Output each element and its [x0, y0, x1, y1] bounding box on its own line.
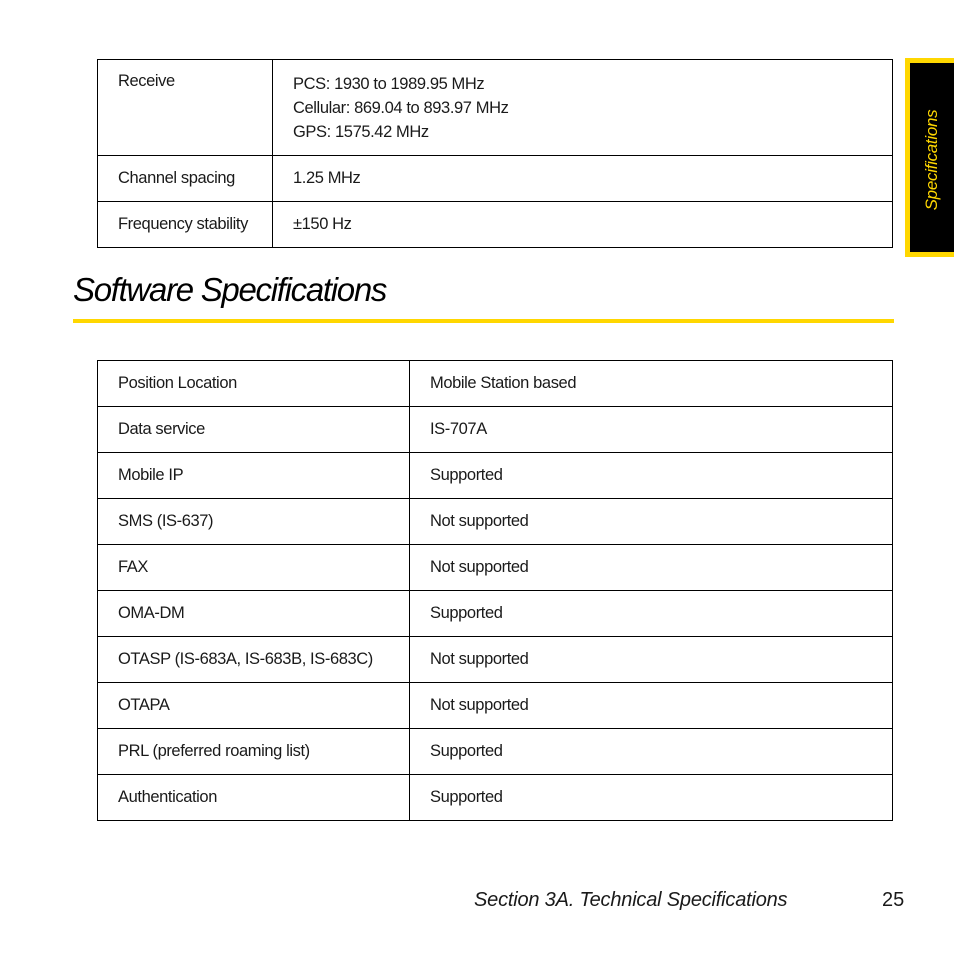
table-row — [98, 361, 893, 407]
spec-label: SMS (IS-637) — [98, 499, 410, 545]
spec-value: ±150 Hz — [273, 202, 893, 248]
table-row — [98, 683, 893, 729]
software-spec-table — [97, 360, 893, 821]
spec-value — [273, 60, 893, 156]
spec-value: Supported — [410, 775, 893, 821]
side-tab-background — [910, 63, 954, 252]
spec-label: Position Location — [98, 361, 410, 407]
spec-value: Mobile Station based — [410, 361, 893, 407]
spec-label: OMA-DM — [98, 591, 410, 637]
table-row — [98, 729, 893, 775]
section-heading: Software Specifications — [73, 271, 387, 308]
spec-label: OTAPA — [98, 683, 410, 729]
spec-value: IS-707A — [410, 407, 893, 453]
table-row — [98, 545, 893, 591]
table-row — [98, 499, 893, 545]
spec-label: PRL (preferred roaming list) — [98, 729, 410, 775]
table-row — [98, 202, 893, 248]
spec-value: 1.25 MHz — [273, 156, 893, 202]
spec-label: Channel spacing — [98, 156, 273, 202]
page-number: 25 — [882, 889, 905, 911]
spec-value-line: PCS: 1930 to 1989.95 MHz — [293, 75, 485, 93]
spec-label: Frequency stability — [98, 202, 273, 248]
table-row — [98, 637, 893, 683]
spec-label: Data service — [98, 407, 410, 453]
spec-value-line: GPS: 1575.42 MHz — [293, 123, 429, 141]
table-row — [98, 453, 893, 499]
table-row — [98, 60, 893, 156]
footer-section-label: Section 3A. Technical Specifications — [474, 889, 788, 911]
spec-value: Supported — [410, 453, 893, 499]
table-row — [98, 591, 893, 637]
spec-value: Supported — [410, 591, 893, 637]
spec-value: Not supported — [410, 683, 893, 729]
side-tab-label: Specifications — [922, 109, 941, 211]
spec-value: Not supported — [410, 637, 893, 683]
spec-value-line: Cellular: 869.04 to 893.97 MHz — [293, 99, 509, 117]
hardware-spec-table — [97, 59, 893, 248]
spec-value: Not supported — [410, 499, 893, 545]
table-row — [98, 407, 893, 453]
table-row — [98, 775, 893, 821]
side-tab — [905, 58, 954, 257]
table-row — [98, 156, 893, 202]
spec-value: Not supported — [410, 545, 893, 591]
spec-value: Supported — [410, 729, 893, 775]
spec-label: Authentication — [98, 775, 410, 821]
spec-label: Receive — [98, 60, 273, 156]
spec-label: OTASP (IS-683A, IS-683B, IS-683C) — [98, 637, 410, 683]
spec-label: Mobile IP — [98, 453, 410, 499]
spec-label: FAX — [98, 545, 410, 591]
heading-rule — [73, 319, 894, 323]
